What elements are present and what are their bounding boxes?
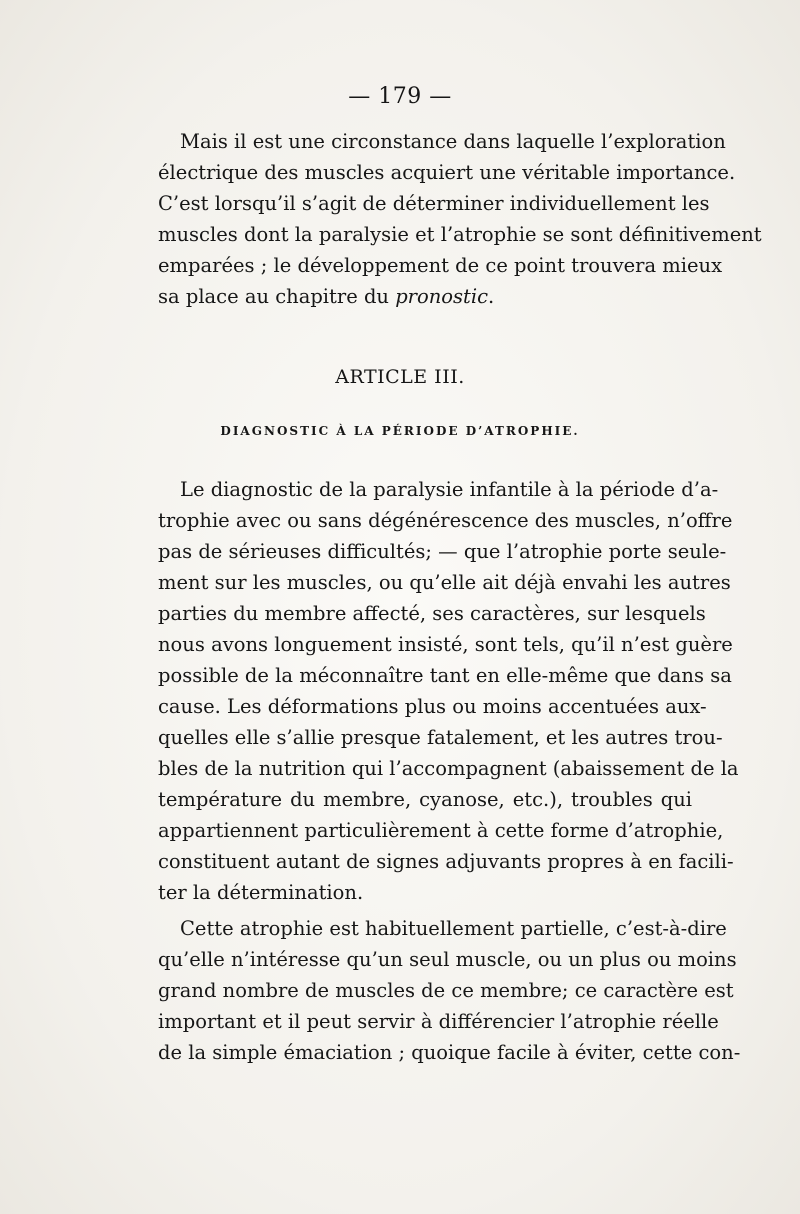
text-line: possible de la méconnaître tant en elle-même que dans sa — [158, 664, 732, 687]
text-line: pas de sérieuses difficultés; — que l’atrophie porte seule- — [158, 540, 727, 563]
text-line: de la simple émaciation ; quoique facile à éviter, cette con- — [158, 1041, 741, 1064]
text-line: important et il peut servir à différencier l’atrophie réelle — [158, 1010, 719, 1033]
text-line: C’est lorsqu’il s’agit de déterminer individuellement les — [158, 192, 710, 215]
article-title: ARTICLE III. — [335, 366, 465, 388]
text-line: bles de la nutrition qui l’accompagnent (abaissement de la — [158, 757, 739, 780]
text-line: Mais il est une circonstance dans laquelle l’exploration — [180, 130, 726, 153]
text-fragment: sa place au chapitre du — [158, 285, 396, 308]
text-line: qu’elle n’intéresse qu’un seul muscle, ou un plus ou moins — [158, 948, 737, 971]
text-line: cause. Les déformations plus ou moins accentuées aux- — [158, 695, 707, 718]
paragraph-3 — [158, 913, 741, 1068]
emphasis-pronostic: pronostic — [395, 285, 489, 308]
text-line: Le diagnostic de la paralysie infantile à la période d’a- — [180, 478, 719, 501]
text-line: muscles dont la paralysie et l’atrophie se sont définitivement — [158, 223, 762, 246]
text-line: quelles elle s’allie presque fatalement, et les autres trou- — [158, 726, 723, 749]
text-line: parties du membre affecté, ses caractères, sur lesquels — [158, 602, 706, 625]
text-fragment: . — [488, 285, 495, 308]
paragraph-2 — [158, 474, 739, 908]
text-line — [158, 281, 692, 312]
text-line: emparées ; le développement de ce point trouvera mieux — [158, 254, 723, 277]
text-line: appartiennent particulièrement à cette forme d’atrophie, — [158, 819, 724, 842]
text-line: constituent autant de signes adjuvants propres à en facili- — [158, 850, 734, 873]
text-line: électrique des muscles acquiert une véritable importance. — [158, 161, 736, 184]
text-line: ment sur les muscles, ou qu’elle ait déjà envahi les autres — [158, 571, 731, 594]
text-line: Cette atrophie est habituellement partielle, c’est-à-dire — [180, 917, 727, 940]
text-line: ter la détermination. — [158, 881, 364, 904]
text-line: température du membre, cyanose, etc.), troubles qui — [158, 788, 692, 811]
section-subheading: DIAGNOSTIC À LA PÉRIODE D’ATROPHIE. — [220, 424, 580, 438]
page-number: — 179 — — [348, 84, 452, 109]
text-line: nous avons longuement insisté, sont tels, qu’il n’est guère — [158, 633, 733, 656]
text-line: trophie avec ou sans dégénérescence des muscles, n’offre — [158, 509, 733, 532]
text-line: grand nombre de muscles de ce membre; ce caractère est — [158, 979, 734, 1002]
paragraph-1 — [158, 126, 762, 312]
